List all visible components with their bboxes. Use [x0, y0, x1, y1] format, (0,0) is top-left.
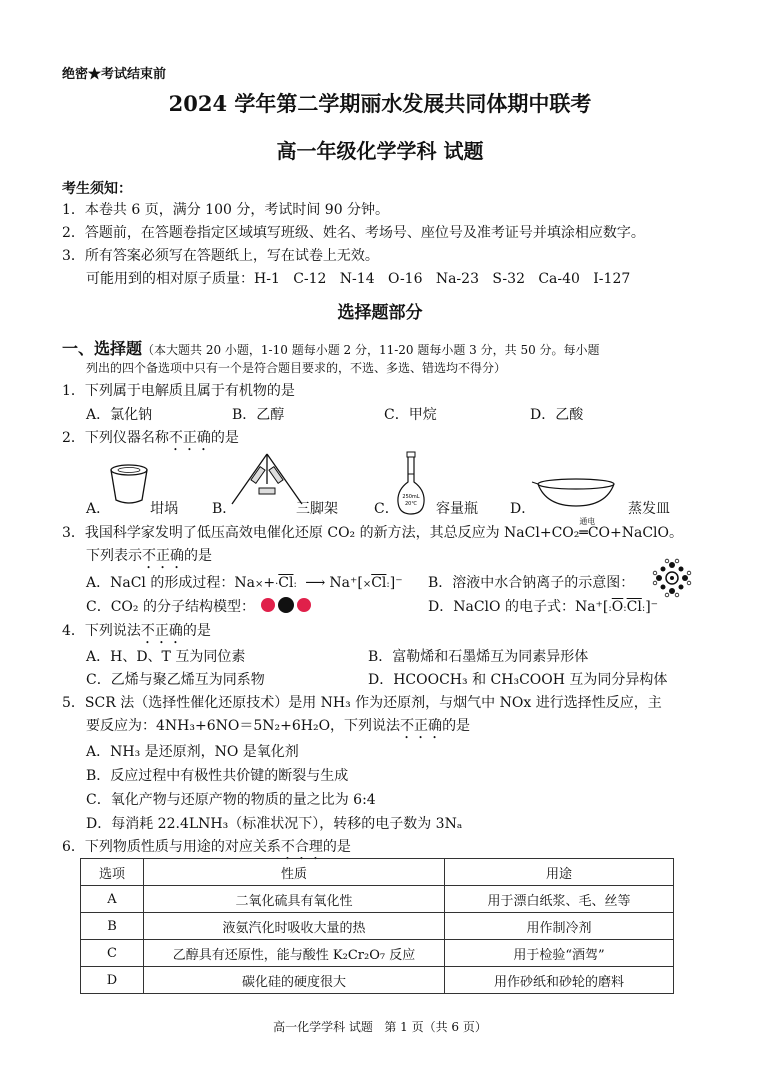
section-title: 选择题部分 — [337, 303, 423, 323]
q2-option-b-letter: B． — [212, 501, 237, 517]
table-cell: D — [81, 967, 144, 994]
q2-a-name: 坩埚 — [150, 501, 179, 517]
table-cell: 用于漂白纸浆、毛、丝等 — [445, 886, 674, 913]
q2-option-b-name: 三脚架 — [296, 501, 338, 517]
q6-stem-pre: 6．下列物质性质与用途的对应关系 — [62, 839, 281, 855]
q3-stem-1: 3．我国科学家发明了低压高效电催化还原 CO₂ 的新方法，其总反应为 NaCl+CO₂ 通电 ═CO+NaClO。 — [62, 517, 684, 541]
q5-stem-1: 5．SCR 法（选择性催化还原技术）是用 NH₃ 作为还原剂，与烟气中 NOx 进行选择性反应，主 — [62, 695, 662, 711]
q2-option-c-name: 容量瓶 — [436, 501, 478, 517]
q3-a-text: A．NaCl 的形成过程：Na — [86, 575, 255, 591]
atomic-values: H-1 C-12 N-14 O-16 Na-23 S-32 Ca-40 I-127 — [254, 271, 631, 287]
evaporating-dish-icon — [536, 478, 616, 508]
q2-stem-post: 的是 — [210, 430, 239, 446]
q3-d-text: D．NaClO 的电子式：Na⁺[ — [428, 599, 609, 615]
part1-heading: 一、选择题 — [62, 339, 143, 358]
table-cell: 液氨汽化时吸收大量的热 — [144, 913, 445, 940]
q5-stem2-emphasis: 不正确 — [400, 718, 443, 734]
part1-desc-2: 列出的四个备选项中只有一个是符合题目要求的，不选、多选、错选均不得分） — [86, 361, 507, 375]
table-cell: 用于检验“酒驾” — [445, 940, 674, 967]
q1-option-b: B．乙醇 — [232, 407, 285, 423]
volumetric-flask-icon — [395, 452, 427, 518]
q2-option-a — [86, 498, 178, 518]
q3-d-cl: $\overline{Cl}$ — [626, 599, 642, 615]
q3-stem2-emphasis: 不正确 — [142, 548, 184, 564]
table-cell: 用作砂纸和砂轮的磨料 — [445, 967, 674, 994]
q2-stem-pre: 2．下列仪器名称 — [62, 430, 169, 446]
notice-item-3: 3．所有答案必须写在答题纸上，写在试卷上无效。 — [62, 248, 379, 264]
q2-stem-emphasis: 不正确 — [168, 430, 211, 446]
table-cell: 碳化硅的硬度很大 — [144, 967, 445, 994]
q3-a-arrow: ⟶ — [305, 575, 326, 591]
q1-option-d: D．乙酸 — [530, 407, 584, 423]
hydrated-sodium-ion-icon — [650, 556, 694, 600]
table-header-row — [81, 859, 674, 886]
q2-a-letter: A． — [86, 501, 111, 517]
q3-stem-text: 3．我国科学家发明了低压高效电催化还原 CO₂ 的新方法，其总反应为 NaCl+CO₂ — [62, 525, 580, 541]
flask-volume-label: 250mL — [402, 494, 420, 500]
q3-condition: 通电 — [579, 517, 596, 526]
co2-model-icon — [258, 596, 314, 614]
table-cell: 用作制冷剂 — [445, 913, 674, 940]
q5-stem2-pre: 要反应为：4NH₃+6NO＝5N₂+6H₂O，下列说法 — [86, 718, 401, 734]
q5-option-c: C．氧化产物与还原产物的物质的量之比为 6:4 — [86, 792, 376, 808]
table-row — [81, 940, 674, 967]
q3-option-d: D．NaClO 的电子式：$Na^+[:\overline{O}:\overline{Cl}:]^-$ — [428, 599, 659, 615]
page-footer: 高一化学学科 试题 第 1 页（共 6 页） — [273, 1020, 487, 1034]
q3-a-product-cl: $\overline{Cl}$ — [371, 575, 387, 591]
q3-stem-end: CO+NaClO。 — [587, 525, 684, 541]
part1-heading-line — [62, 336, 600, 359]
q2-option-c-letter: C． — [374, 501, 399, 517]
q3-stem2-post: 的是 — [184, 548, 212, 564]
q3-stem2-pre: 下列表示 — [86, 548, 142, 564]
q4-option-d: D．HCOOCH₃ 和 CH₃COOH 互为同分异构体 — [368, 672, 668, 688]
table-header-cell: 性质 — [144, 859, 445, 886]
q5-stem2-post: 的是 — [442, 718, 471, 734]
q5-option-d: D．每消耗 22.4LNH₃（标准状况下），转移的电子数为 3Nₐ — [86, 816, 463, 832]
q4-stem — [62, 620, 211, 647]
table-cell: 二氧化硫具有氧化性 — [144, 886, 445, 913]
table-header-cell: 选项 — [81, 859, 144, 886]
secret-label: 绝密★考试结束前 — [62, 67, 167, 82]
table-cell: B — [81, 913, 144, 940]
q6-stem-emphasis: 不合理 — [280, 839, 323, 855]
q6-stem-post: 的是 — [322, 839, 351, 855]
q3-d-end: ]⁻ — [645, 599, 659, 615]
q4-option-b: B．富勒烯和石墨烯互为同素异形体 — [368, 649, 589, 665]
exam-subtitle: 高一年级化学学科 试题 — [276, 139, 484, 163]
q3-d-o: $\overline{O}$ — [611, 599, 624, 615]
q1-option-c: C．甲烷 — [384, 407, 437, 423]
notice-heading: 考生须知： — [62, 181, 132, 197]
q6-table — [80, 858, 674, 994]
q1-stem: 1．下列属于电解质且属于有机物的是 — [62, 383, 295, 399]
table-cell: C — [81, 940, 144, 967]
atomic-masses-line — [86, 268, 630, 288]
q4-option-a: A．H、D、T 互为同位素 — [86, 649, 246, 665]
notice-item-1: 1．本卷共 6 页，满分 100 分，考试时间 90 分钟。 — [62, 202, 390, 218]
table-cell: A — [81, 886, 144, 913]
table-row — [81, 967, 674, 994]
q4-stem-post: 的是 — [182, 623, 211, 639]
q1-option-a: A．氯化钠 — [86, 407, 153, 423]
q5-option-b: B．反应过程中有极性共价键的断裂与生成 — [86, 768, 349, 784]
part1-desc-1: （本大题共 20 小题，1-10 题每小题 2 分，11-20 题每小题 3 分，共 50 分。每小题 — [142, 343, 600, 357]
q5-stem-2 — [86, 715, 470, 742]
q4-stem-emphasis: 不正确 — [140, 623, 183, 639]
flask-temp-label: 20℃ — [405, 501, 417, 507]
q3-option-b: B．溶液中水合钠离子的示意图： — [428, 575, 635, 591]
q3-a-product: Na⁺[ — [329, 575, 363, 591]
q3-a-cl: $\overline{Cl}$ — [278, 575, 294, 591]
notice-item-2: 2．答题前，在答题卷指定区域填写班级、姓名、考场号、座位号及准考证号并填涂相应数字。 — [62, 225, 645, 241]
exam-title: 2024 学年第二学期丽水发展共同体期中联考 — [168, 91, 592, 116]
q3-stem-2 — [86, 545, 212, 572]
q3-option-a: A．NaCl 的形成过程：$Na\times+\cdot\overline{Cl}$: ⟶ $Na^+[\times\overline{Cl}:]^-$ — [86, 575, 403, 591]
q4-stem-pre: 4．下列说法 — [62, 623, 141, 639]
q2-option-d-letter: D． — [510, 501, 536, 517]
table-header-cell: 用途 — [445, 859, 674, 886]
q5-option-a: A．NH₃ 是还原剂，NO 是氧化剂 — [86, 744, 299, 760]
q3-option-c: C．CO₂ 的分子结构模型： — [86, 599, 255, 615]
table-row — [81, 913, 674, 940]
table-row — [81, 886, 674, 913]
q2-stem — [62, 427, 239, 454]
table-cell: 乙醇具有还原性，能与酸性 K₂Cr₂O₇ 反应 — [144, 940, 445, 967]
q3-a-product-end: ]⁻ — [389, 575, 403, 591]
q4-option-c: C．乙烯与聚乙烯互为同系物 — [86, 672, 265, 688]
q2-option-d-name: 蒸发皿 — [628, 501, 670, 517]
atomic-label: 可能用到的相对原子质量： — [86, 271, 254, 287]
